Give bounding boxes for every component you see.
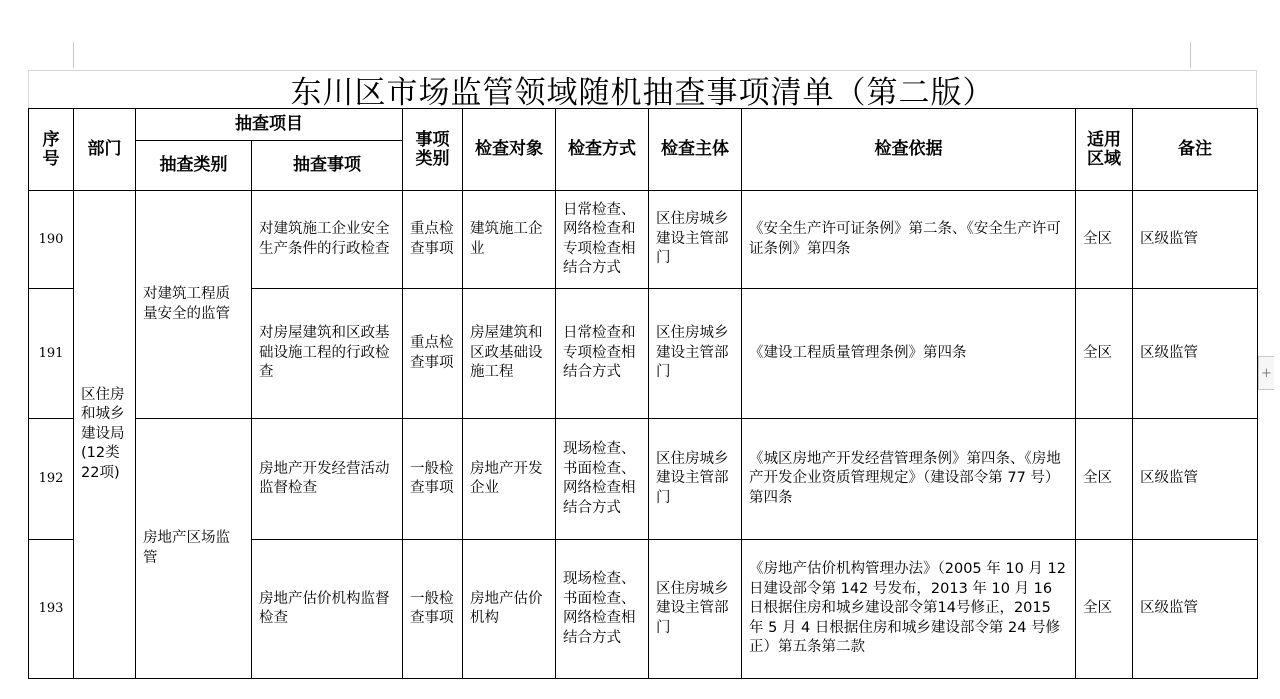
row-region: 全区 bbox=[1076, 289, 1133, 419]
row-subject: 区住房城乡建设主管部门 bbox=[649, 540, 742, 679]
inspection-table bbox=[28, 108, 1258, 679]
header-item: 抽查事项 bbox=[252, 141, 403, 191]
table-row bbox=[29, 419, 1258, 540]
row-subject: 区住房城乡建设主管部门 bbox=[649, 419, 742, 540]
row-seq: 193 bbox=[29, 540, 74, 679]
add-side-button[interactable]: + bbox=[1258, 356, 1274, 390]
table-row bbox=[29, 191, 1258, 289]
page-margin-mark-left bbox=[73, 42, 74, 68]
row-object: 房地产估价机构 bbox=[463, 540, 556, 679]
row-type: 一般检查事项 bbox=[403, 540, 463, 679]
header-region-line2: 区域 bbox=[1087, 148, 1121, 169]
header-subject: 检查主体 bbox=[649, 109, 742, 191]
header-object: 检查对象 bbox=[463, 109, 556, 191]
row-object: 房地产开发企业 bbox=[463, 419, 556, 540]
header-category: 抽查类别 bbox=[136, 141, 252, 191]
row-subject: 区住房城乡建设主管部门 bbox=[649, 289, 742, 419]
row-type: 重点检查事项 bbox=[403, 191, 463, 289]
row-item: 对建筑施工企业安全生产条件的行政检查 bbox=[252, 191, 403, 289]
row-basis: 《建设工程质量管理条例》第四条 bbox=[742, 289, 1076, 419]
row-seq: 192 bbox=[29, 419, 74, 540]
row-item: 对房屋建筑和区政基础设施工程的行政检查 bbox=[252, 289, 403, 419]
header-row-1 bbox=[29, 109, 1258, 141]
row-remark: 区级监管 bbox=[1133, 419, 1258, 540]
header-basis: 检查依据 bbox=[742, 109, 1076, 191]
header-dept: 部门 bbox=[74, 109, 136, 191]
row-item: 房地产估价机构监督检查 bbox=[252, 540, 403, 679]
row-object: 建筑施工企业 bbox=[463, 191, 556, 289]
document-sheet bbox=[28, 70, 1257, 679]
row-remark: 区级监管 bbox=[1133, 191, 1258, 289]
category-cell: 房地产区场监管 bbox=[136, 419, 252, 679]
row-item: 房地产开发经营活动监督检查 bbox=[252, 419, 403, 540]
row-remark: 区级监管 bbox=[1133, 289, 1258, 419]
row-method: 日常检查和专项检查相结合方式 bbox=[556, 289, 649, 419]
header-seq-line2: 号 bbox=[42, 148, 60, 169]
page-margin-mark-right bbox=[1190, 42, 1191, 68]
row-subject: 区住房城乡建设主管部门 bbox=[649, 191, 742, 289]
header-method: 检查方式 bbox=[556, 109, 649, 191]
row-type: 一般检查事项 bbox=[403, 419, 463, 540]
row-region: 全区 bbox=[1076, 191, 1133, 289]
row-basis: 《城区房地产开发经营管理条例》第四条、《房地产开发企业资质管理规定》（建设部令第 77 号）第四条 bbox=[742, 419, 1076, 540]
header-type-line2: 类别 bbox=[415, 148, 450, 169]
document-title: 东川区市场监管领域随机抽查事项清单（第二版） bbox=[28, 70, 1257, 108]
row-region: 全区 bbox=[1076, 540, 1133, 679]
header-region-line1: 适用 bbox=[1087, 129, 1121, 150]
dept-cell: 区住房和城乡建设局(12类22项) bbox=[74, 191, 136, 679]
row-method: 现场检查、书面检查、网络检查相结合方式 bbox=[556, 419, 649, 540]
header-remark: 备注 bbox=[1133, 109, 1258, 191]
header-type-line1: 事项 bbox=[415, 129, 450, 150]
row-type: 重点检查事项 bbox=[403, 289, 463, 419]
row-basis: 《安全生产许可证条例》第二条、《安全生产许可证条例》第四条 bbox=[742, 191, 1076, 289]
header-seq bbox=[29, 109, 74, 191]
header-region bbox=[1076, 109, 1133, 191]
row-basis: 《房地产估价机构管理办法》（2005 年 10 月 12 日建设部令第 142 号发布，2013 年 10 月 16 日根据住房和城乡建设部令第14号修正，2015 年 5 月 4 日根据住房和城乡建设部令第 24 号修正）第五条第二款 bbox=[742, 540, 1076, 679]
header-type bbox=[403, 109, 463, 191]
category-cell: 对建筑工程质量安全的监管 bbox=[136, 191, 252, 419]
row-method: 日常检查、网络检查和专项检查相结合方式 bbox=[556, 191, 649, 289]
row-method: 现场检查、书面检查、网络检查相结合方式 bbox=[556, 540, 649, 679]
header-seq-line1: 序 bbox=[42, 129, 60, 150]
header-items-group: 抽查项目 bbox=[136, 109, 403, 141]
row-region: 全区 bbox=[1076, 419, 1133, 540]
row-seq: 191 bbox=[29, 289, 74, 419]
row-remark: 区级监管 bbox=[1133, 540, 1258, 679]
row-seq: 190 bbox=[29, 191, 74, 289]
row-object: 房屋建筑和区政基础设施工程 bbox=[463, 289, 556, 419]
